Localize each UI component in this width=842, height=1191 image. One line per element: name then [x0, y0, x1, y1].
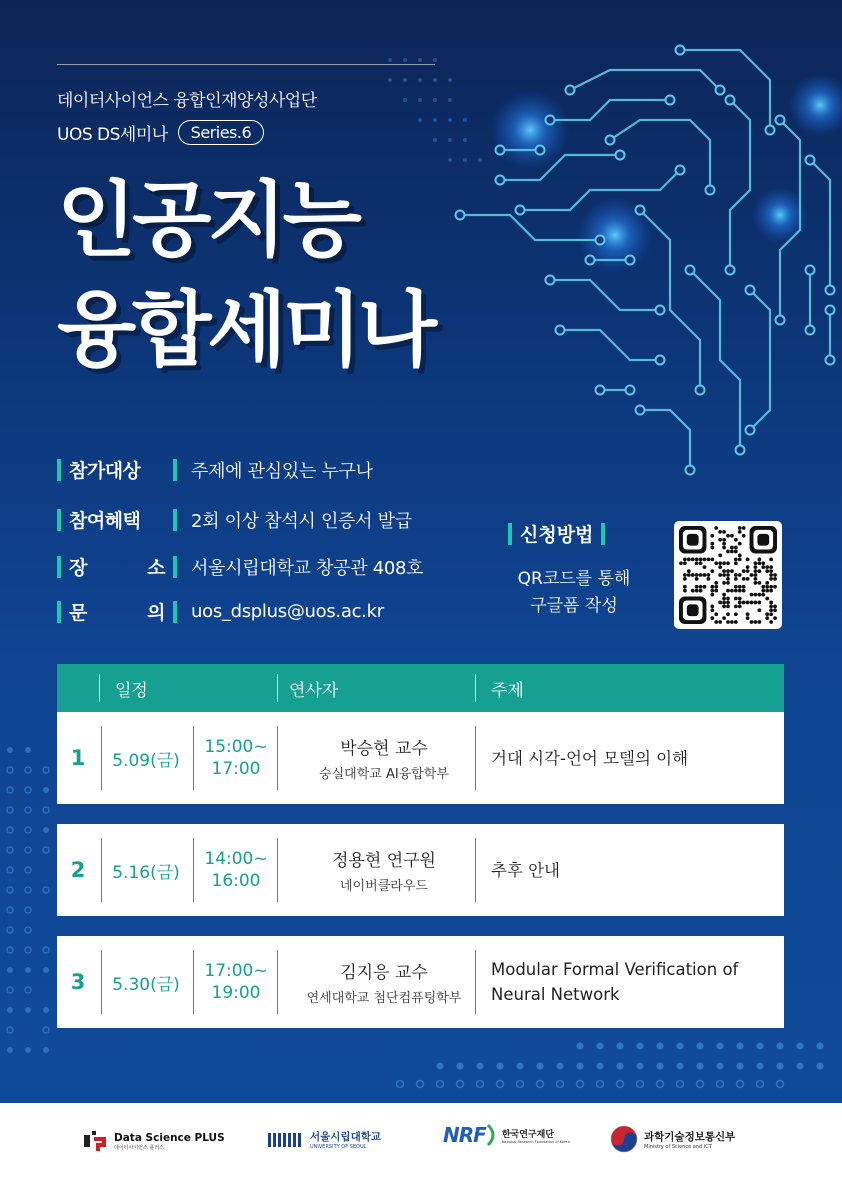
qr-code-icon — [679, 526, 777, 624]
row-divider — [277, 726, 278, 790]
logo-university-of-seoul — [268, 1129, 381, 1150]
info-value-venue: 서울시립대학교 창공관 408호 — [191, 557, 424, 579]
seminar-series-row — [57, 120, 264, 145]
nrf-swoosh-icon — [486, 1123, 498, 1147]
logo4-text-block — [644, 1129, 735, 1150]
row-divider — [193, 838, 194, 902]
info-key-contact-b: 의 — [147, 602, 165, 624]
row-divider — [193, 726, 194, 790]
time-end: 16:00 — [211, 871, 261, 891]
title-line-1: 인공지능 — [57, 173, 358, 268]
session-speaker — [289, 712, 479, 804]
qr-code[interactable] — [674, 521, 782, 629]
session-date: 5.09(금) — [112, 750, 180, 771]
apply-description — [508, 566, 640, 620]
info-key-audience: 참가대상 — [69, 460, 141, 482]
row-divider — [475, 838, 476, 902]
time-end: 19:00 — [211, 983, 261, 1003]
speaker-name: 박승현 교수 — [340, 739, 428, 759]
logo3-subtitle: National Research Foundation of Korea — [501, 1139, 570, 1144]
header-divider — [57, 64, 435, 65]
apply-line-1: QR코드를 통해 — [517, 569, 631, 589]
dot-pattern-top — [380, 40, 490, 280]
session-time — [195, 824, 277, 916]
logo-nrf — [443, 1123, 570, 1147]
time-start: 14:00~ — [204, 849, 268, 869]
session-topic: 추후 안내 — [491, 860, 561, 880]
seminar-name: UOS DS세미나 — [57, 125, 168, 145]
organization-name: 데이터사이언스 융합인재양성사업단 — [57, 91, 317, 111]
header-topic: 주제 — [491, 680, 524, 701]
info-value-audience: 주제에 관심있는 누구나 — [191, 460, 373, 482]
accent-bar — [601, 523, 605, 545]
logo-ministry-science-ict — [610, 1125, 735, 1153]
time-end: 17:00 — [211, 759, 261, 779]
row-divider — [277, 838, 278, 902]
logo2-subtitle: UNIVERSITY OF SEOUL — [310, 1144, 367, 1150]
info-key-venue-b: 소 — [147, 557, 165, 579]
row-divider — [475, 726, 476, 790]
session-date: 5.30(금) — [112, 974, 180, 995]
table-row — [57, 712, 784, 804]
info-row-contact — [57, 598, 384, 625]
logo1-name: Data Science PLUS — [114, 1131, 225, 1144]
header-speaker: 연사자 — [289, 680, 339, 701]
header-divider-line — [277, 674, 278, 702]
session-number: 3 — [70, 970, 86, 994]
session-topic: 거대 시각-언어 모델의 이해 — [491, 748, 689, 768]
logo2-name: 서울시립대학교 — [310, 1131, 382, 1143]
footer-logos — [0, 1103, 842, 1191]
logo-data-science-plus — [82, 1129, 225, 1153]
table-row — [57, 824, 784, 916]
info-row-venue — [57, 553, 423, 580]
logo4-name: 과학기술정보통신부 — [644, 1130, 736, 1143]
time-start: 17:00~ — [204, 961, 268, 981]
apply-method-key: 신청방법 — [520, 524, 594, 546]
dot-pattern-bottom — [360, 1020, 842, 1100]
info-key-contact-a: 문 — [69, 602, 87, 624]
logo3-mark: NRF — [443, 1123, 486, 1147]
info-row-benefit — [57, 506, 412, 533]
header-schedule: 일정 — [115, 680, 148, 701]
series-badge: Series.6 — [178, 120, 264, 145]
apply-method-label — [508, 520, 605, 547]
session-time — [195, 712, 277, 804]
info-row-audience — [57, 456, 373, 483]
taegeuk-icon — [610, 1125, 638, 1153]
logo2-text-block — [310, 1129, 381, 1150]
speaker-name: 김지응 교수 — [340, 963, 428, 983]
speaker-affiliation: 숭실대학교 AI융합학부 — [319, 767, 449, 782]
contact-email[interactable]: uos_dsplus@uos.ac.kr — [191, 601, 384, 622]
row-divider — [475, 950, 476, 1014]
session-speaker — [289, 936, 479, 1028]
info-key-benefit: 참여혜택 — [69, 510, 141, 532]
info-key-contact — [61, 598, 173, 625]
info-key-venue — [61, 553, 173, 580]
circuit-brain-graphic — [440, 30, 842, 490]
info-value-benefit: 2회 이상 참석시 인증서 발급 — [191, 510, 412, 532]
table-row — [57, 936, 784, 1028]
session-number: 2 — [70, 858, 86, 882]
row-divider — [193, 950, 194, 1014]
data-science-plus-icon — [82, 1129, 108, 1153]
row-divider — [277, 950, 278, 1014]
session-date: 5.16(금) — [112, 862, 180, 883]
header-divider-line — [99, 674, 100, 702]
info-key-venue-a: 장 — [69, 557, 87, 579]
title-line-2: 융합세미나 — [57, 283, 434, 378]
university-of-seoul-icon — [268, 1131, 304, 1149]
header-divider-line — [475, 674, 476, 702]
logo1-text-block — [114, 1132, 225, 1151]
apply-line-2: 구글폼 작성 — [530, 596, 618, 616]
logo4-subtitle: Ministry of Science and ICT — [644, 1143, 712, 1150]
session-speaker — [289, 824, 479, 916]
schedule-table-header — [57, 664, 784, 712]
speaker-name: 정용현 연구원 — [332, 851, 436, 871]
logo3-name: 한국연구재단 — [501, 1129, 554, 1140]
speaker-affiliation: 연세대학교 첨단컴퓨팅학부 — [306, 991, 462, 1006]
time-start: 15:00~ — [204, 737, 268, 757]
logo3-text-block — [502, 1127, 570, 1144]
session-time — [195, 936, 277, 1028]
logo1-subtitle: 데이터사이언스 플러스 — [114, 1144, 164, 1151]
session-topic: Modular Formal Verification of Neural Network — [491, 960, 739, 1004]
speaker-affiliation: 네이버클라우드 — [340, 879, 428, 894]
session-number: 1 — [70, 746, 86, 770]
